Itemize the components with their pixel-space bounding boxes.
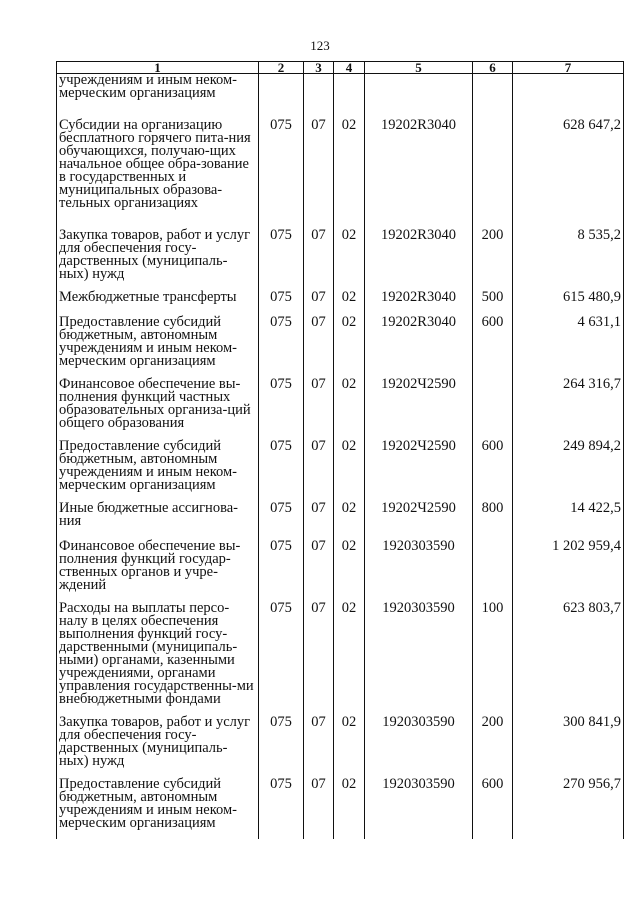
- row-col-2: 075: [259, 771, 304, 839]
- row-col-2: 075: [259, 309, 304, 371]
- header-col-5: 5: [365, 62, 473, 74]
- row-col-3: 07: [304, 533, 334, 595]
- row-col-7: [513, 74, 624, 112]
- header-col-3: 3: [304, 62, 334, 74]
- page-number: 123: [310, 38, 330, 53]
- row-col-7: 1 202 959,4: [513, 533, 624, 595]
- row-col-6: 600: [473, 771, 513, 839]
- row-col-4: 02: [334, 222, 365, 284]
- table-row: [57, 309, 624, 371]
- row-name: Предоставление субсидий бюджетным, автономным учреждениям и иным неком-мерческим организациям: [57, 771, 259, 839]
- row-col-4: [334, 74, 365, 112]
- table-row: [57, 595, 624, 709]
- row-col-3: 07: [304, 222, 334, 284]
- row-col-6: [473, 112, 513, 222]
- row-col-4: 02: [334, 433, 365, 495]
- row-col-3: 07: [304, 112, 334, 222]
- row-col-5: 19202R3040: [365, 112, 473, 222]
- row-col-7: 270 956,7: [513, 771, 624, 839]
- table-row: [57, 112, 624, 222]
- row-col-3: 07: [304, 309, 334, 371]
- row-col-2: [259, 74, 304, 112]
- row-name: Закупка товаров, работ и услуг для обеспечения госу-дарственных (муниципаль-ных) нужд: [57, 709, 259, 771]
- row-col-2: 075: [259, 222, 304, 284]
- budget-table: [56, 61, 624, 839]
- row-col-2: 075: [259, 433, 304, 495]
- row-col-5: 19202R3040: [365, 284, 473, 309]
- row-col-5: 19202Ч2590: [365, 495, 473, 533]
- row-col-2: 075: [259, 284, 304, 309]
- row-col-3: 07: [304, 284, 334, 309]
- table-row: [57, 771, 624, 839]
- row-col-5: 1920303590: [365, 595, 473, 709]
- row-name: Субсидии на организацию бесплатного горячего пита-ния обучающихся, получаю-щих начальное общее обра-зование в государственных и муниципальных образова-тельных организациях: [57, 112, 259, 222]
- row-col-7: 264 316,7: [513, 371, 624, 433]
- header-col-1: 1: [57, 62, 259, 74]
- row-col-6: 200: [473, 222, 513, 284]
- row-col-4: 02: [334, 495, 365, 533]
- row-col-4: 02: [334, 112, 365, 222]
- row-col-4: 02: [334, 309, 365, 371]
- table-row: [57, 533, 624, 595]
- row-col-4: 02: [334, 533, 365, 595]
- row-col-2: 075: [259, 112, 304, 222]
- table-row: [57, 371, 624, 433]
- row-name: Иные бюджетные ассигнова-ния: [57, 495, 259, 533]
- row-col-4: 02: [334, 709, 365, 771]
- row-col-4: 02: [334, 595, 365, 709]
- table-row: [57, 222, 624, 284]
- row-name: учреждениям и иным неком-мерческим организациям: [57, 74, 259, 112]
- row-col-4: 02: [334, 771, 365, 839]
- row-col-7: 4 631,1: [513, 309, 624, 371]
- row-col-6: 500: [473, 284, 513, 309]
- row-col-7: 615 480,9: [513, 284, 624, 309]
- row-col-7: 8 535,2: [513, 222, 624, 284]
- row-col-6: 100: [473, 595, 513, 709]
- row-name: Закупка товаров, работ и услуг для обеспечения госу-дарственных (муниципаль-ных) нужд: [57, 222, 259, 284]
- row-col-6: [473, 74, 513, 112]
- table-row: [57, 709, 624, 771]
- row-col-2: 075: [259, 533, 304, 595]
- header-col-4: 4: [334, 62, 365, 74]
- row-col-5: [365, 74, 473, 112]
- row-col-2: 075: [259, 595, 304, 709]
- row-col-3: [304, 74, 334, 112]
- row-name: Предоставление субсидий бюджетным, автономным учреждениям и иным неком-мерческим организациям: [57, 433, 259, 495]
- row-col-2: 075: [259, 371, 304, 433]
- row-name: Финансовое обеспечение вы-полнения функций частных образовательных организа-ций общего образования: [57, 371, 259, 433]
- row-col-3: 07: [304, 433, 334, 495]
- row-col-4: 02: [334, 284, 365, 309]
- row-col-5: 1920303590: [365, 533, 473, 595]
- header-col-2: 2: [259, 62, 304, 74]
- table-body: [57, 74, 624, 839]
- row-col-2: 075: [259, 495, 304, 533]
- row-col-6: 600: [473, 433, 513, 495]
- row-col-3: 07: [304, 709, 334, 771]
- row-col-5: 19202Ч2590: [365, 371, 473, 433]
- row-col-6: 800: [473, 495, 513, 533]
- row-col-7: 14 422,5: [513, 495, 624, 533]
- row-col-3: 07: [304, 771, 334, 839]
- row-col-7: 300 841,9: [513, 709, 624, 771]
- row-col-6: 600: [473, 309, 513, 371]
- row-col-7: 628 647,2: [513, 112, 624, 222]
- row-col-5: 19202R3040: [365, 222, 473, 284]
- row-col-3: 07: [304, 371, 334, 433]
- row-name: Межбюджетные трансферты: [57, 284, 259, 309]
- row-col-3: 07: [304, 595, 334, 709]
- row-col-6: [473, 371, 513, 433]
- header-col-7: 7: [513, 62, 624, 74]
- row-col-5: 1920303590: [365, 709, 473, 771]
- row-col-5: 19202R3040: [365, 309, 473, 371]
- row-col-2: 075: [259, 709, 304, 771]
- row-col-3: 07: [304, 495, 334, 533]
- row-col-6: 200: [473, 709, 513, 771]
- row-name: Расходы на выплаты персо-налу в целях обеспечения выполнения функций госу-дарственными (муниципаль-ными) органами, казенными учреждениями, органами управления государственны-ми внебюджетными фондами: [57, 595, 259, 709]
- row-col-7: 623 803,7: [513, 595, 624, 709]
- row-col-5: 1920303590: [365, 771, 473, 839]
- table-row: [57, 433, 624, 495]
- header-col-6: 6: [473, 62, 513, 74]
- row-col-7: 249 894,2: [513, 433, 624, 495]
- table-row: [57, 74, 624, 112]
- row-col-4: 02: [334, 371, 365, 433]
- row-col-6: [473, 533, 513, 595]
- row-col-5: 19202Ч2590: [365, 433, 473, 495]
- table-row: [57, 495, 624, 533]
- row-name: Предоставление субсидий бюджетным, автономным учреждениям и иным неком-мерческим организациям: [57, 309, 259, 371]
- row-name: Финансовое обеспечение вы-полнения функций государ-ственных органов и учре-ждений: [57, 533, 259, 595]
- table-row: [57, 284, 624, 309]
